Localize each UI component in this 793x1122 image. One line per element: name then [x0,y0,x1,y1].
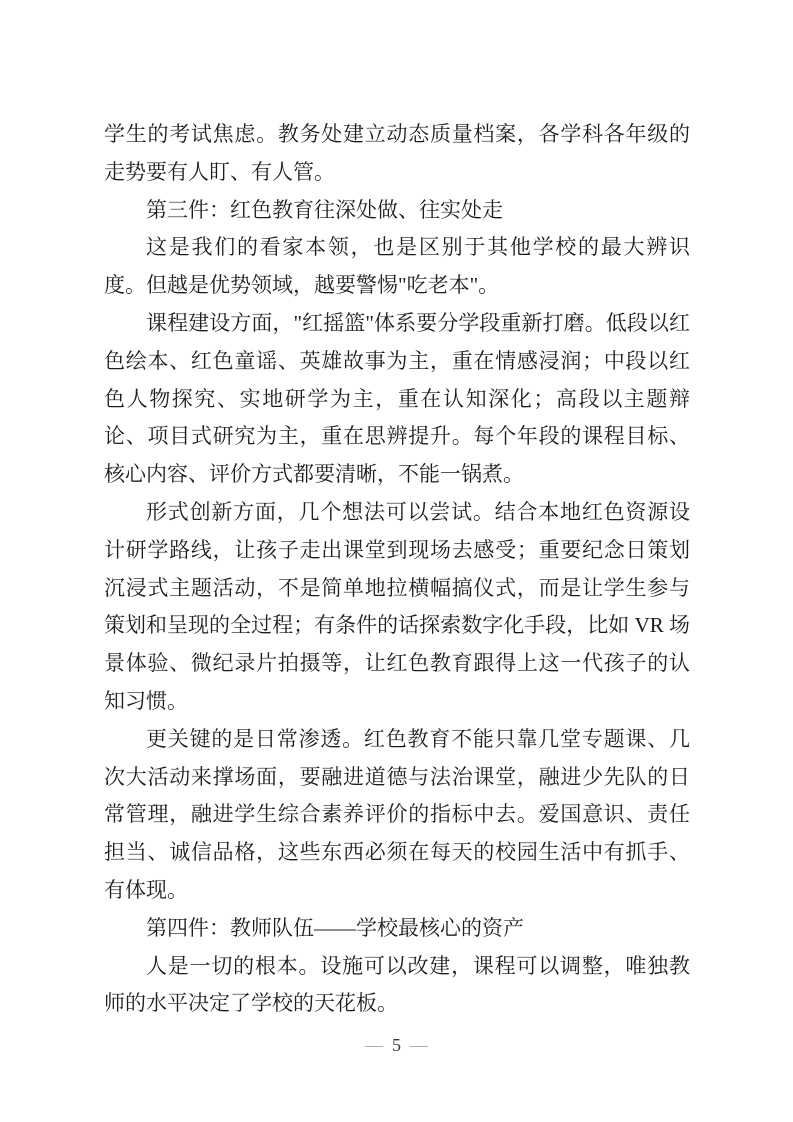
page-footer [0,1034,793,1056]
paragraph-daily-integration: 更关键的是日常渗透。红色教育不能只靠几堂专题课、几次大活动来撑场面，要融进道德与法治课堂，融进少先队的日常管理，融进学生综合素养评价的指标中去。爱国意识、责任担当、诚信品格，这些东西必须在每天的校园生活中有抓手、有体现。 [104,726,690,902]
document-body [104,116,690,1023]
footer-dash-left: — [365,1035,383,1055]
paragraph-format-innovation: 形式创新方面，几个想法可以尝试。结合本地红色资源设计研学路线，让孩子走出课堂到现场去感受；重要纪念日策划沉浸式主题活动，不是简单地拉横幅搞仪式，而是让学生参与策划和呈现的全过程；有条件的话探索数字化手段，比如 VR 场景体验、微纪录片拍摄等，让红色教育跟得上这一代孩子的认知习惯。 [104,499,690,713]
paragraph-exam-anxiety-continuation: 学生的考试焦虑。教务处建立动态质量档案，各学科各年级的走势要有人盯、有人管。 [104,122,690,184]
paragraph-red-education-intro: 这是我们的看家本领，也是区别于其他学校的最大辨识度。但越是优势领域，越要警惕"吃老本"。 [104,235,690,298]
section-heading-item-4: 第四件：教师队伍——学校最核心的资产 [146,915,524,940]
page-number: 5 [392,1035,401,1055]
paragraph-teachers-foundation: 人是一切的根本。设施可以改建，课程可以调整，唯独教师的水平决定了学校的天花板。 [104,953,690,1016]
section-heading-item-3: 第三件：红色教育往深处做、往实处走 [146,197,503,222]
footer-dash-right: — [410,1035,428,1055]
paragraph-curriculum-building: 课程建设方面，"红摇篮"体系要分学段重新打磨。低段以红色绘本、红色童谣、英雄故事为主，重在情感浸润；中段以红色人物探究、实地研学为主，重在认知深化；高段以主题辩论、项目式研究为主，重在思辨提升。每个年段的课程目标、核心内容、评价方式都要清晰，不能一锅煮。 [104,310,690,487]
